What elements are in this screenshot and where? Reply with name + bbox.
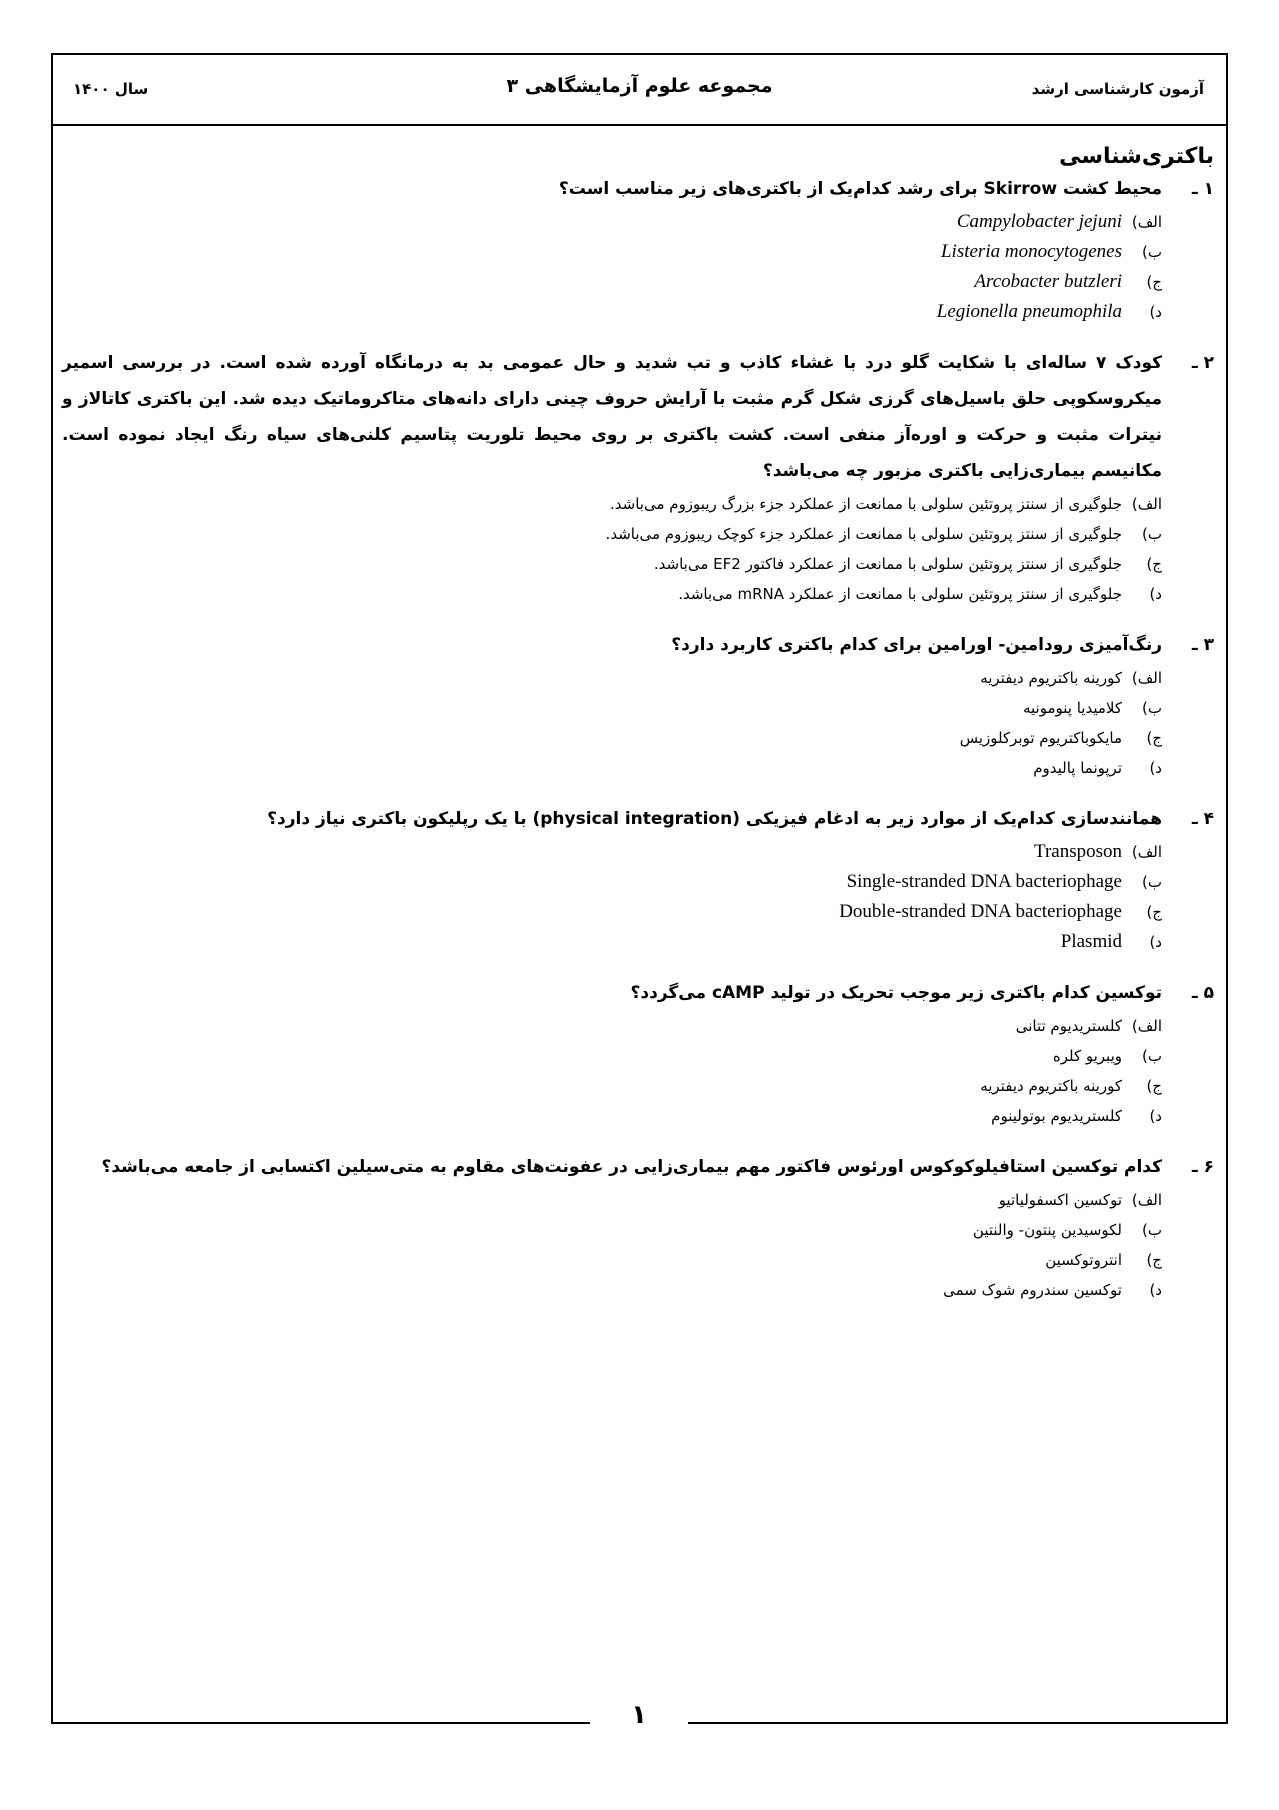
options-list xyxy=(62,837,1214,957)
option-text: جلوگیری از سنتز پروتئین سلولی با ممانعت از عملکرد جزء بزرگ ریبوزوم می‌باشد. xyxy=(610,495,1122,513)
option-a[interactable] xyxy=(62,837,1162,867)
page-content xyxy=(62,138,1214,1323)
question-4 xyxy=(62,801,1214,957)
page-number: ۱ xyxy=(631,1700,647,1730)
option-label: الف) xyxy=(1131,495,1162,513)
option-text: توکسین اکسفولیاتیو xyxy=(998,1191,1122,1209)
option-text: کورینه باکتریوم دیفتریه xyxy=(980,1077,1122,1095)
footer-line-left xyxy=(51,1722,590,1724)
option-label: ب) xyxy=(1142,525,1162,543)
option-b[interactable] xyxy=(62,1215,1162,1245)
option-label: د) xyxy=(1149,759,1162,777)
option-label: ج) xyxy=(1146,273,1162,291)
option-label: ب) xyxy=(1142,243,1162,261)
question-number: ۶ ـ xyxy=(1191,1157,1214,1177)
option-text: جلوگیری از سنتز پروتئین سلولی با ممانعت از عملکرد جزء کوچک ریبوزوم می‌باشد. xyxy=(605,525,1122,543)
option-text: Double-stranded DNA bacteriophage xyxy=(839,901,1122,922)
question-number: ۵ ـ xyxy=(1191,983,1214,1003)
option-c[interactable] xyxy=(62,1245,1162,1275)
option-b[interactable] xyxy=(62,1041,1162,1071)
option-text: لکوسیدین پنتون- والنتین xyxy=(972,1221,1122,1239)
option-a[interactable] xyxy=(62,489,1162,519)
exam-name: آزمون کارشناسی ارشد xyxy=(1031,80,1204,98)
option-a[interactable] xyxy=(62,1011,1162,1041)
option-label: ج) xyxy=(1146,729,1162,747)
options-list xyxy=(62,207,1214,327)
option-label: د) xyxy=(1149,1107,1162,1125)
question-number: ۲ ـ xyxy=(1191,353,1214,373)
section-title: باکتری‌شناسی xyxy=(1059,144,1214,169)
option-text: Single-stranded DNA bacteriophage xyxy=(846,871,1122,892)
question-text: محیط کشت Skirrow برای رشد کدام‌یک از باکتری‌های زیر مناسب است؟ xyxy=(558,179,1162,199)
option-text: جلوگیری از سنتز پروتئین سلولی با ممانعت از عملکرد mRNA می‌باشد. xyxy=(678,585,1122,603)
question-number: ۴ ـ xyxy=(1191,809,1214,829)
option-text: Legionella pneumophila xyxy=(936,301,1122,322)
option-d[interactable] xyxy=(62,1101,1162,1131)
option-label: د) xyxy=(1149,1281,1162,1299)
option-label: ج) xyxy=(1146,555,1162,573)
option-text: توکسین سندروم شوک سمی xyxy=(943,1281,1122,1299)
footer-line-right xyxy=(688,1722,1228,1724)
question-5 xyxy=(62,975,1214,1131)
question-text: رنگ‌آمیزی رودامین- اورامین برای کدام باکتری کاربرد دارد؟ xyxy=(671,635,1162,655)
question-text: کدام توکسین استافیلوکوکوس اورئوس فاکتور مهم بیماری‌زایی در عفونت‌های مقاوم به متی‌سیلین اکتسابی از جامعه می‌باشد؟ xyxy=(101,1157,1162,1177)
question-text: کودک ۷ ساله‌ای با شکایت گلو درد با غشاء کاذب و تب شدید و حال عمومی بد به درمانگاه آورده شده است. در بررسی اسمیر میکروسکوپی حلق باسیل‌های گرزی شکل گرم مثبت با آرایش حروف چینی دارای دانه‌های متاکروماتیک دیده شد. این باکتری کاتالاز و نیترات مثبت و حرکت و اوره‌آز منفی است. کشت باکتری بر روی محیط تلوریت پتاسیم کلنی‌های سیاه رنگ ایجاد نموده است. مکانیسم بیماری‌زایی باکتری مزبور چه می‌باشد؟ xyxy=(62,353,1163,481)
options-list xyxy=(62,1185,1214,1305)
question-number: ۱ ـ xyxy=(1191,179,1214,199)
option-b[interactable] xyxy=(62,519,1162,549)
option-a[interactable] xyxy=(62,1185,1162,1215)
option-c[interactable] xyxy=(62,549,1162,579)
option-text: Transposon xyxy=(1034,841,1122,862)
option-c[interactable] xyxy=(62,267,1162,297)
option-d[interactable] xyxy=(62,927,1162,957)
option-d[interactable] xyxy=(62,753,1162,783)
question-1 xyxy=(62,171,1214,327)
page-header xyxy=(53,55,1226,125)
option-text: Plasmid xyxy=(1060,931,1122,952)
option-label: ب) xyxy=(1142,1047,1162,1065)
option-label: الف) xyxy=(1131,213,1162,231)
option-text: کلستریدیوم بوتولینوم xyxy=(991,1107,1122,1125)
question-3 xyxy=(62,627,1214,783)
question-2 xyxy=(62,345,1214,609)
collection-title: مجموعه علوم آزمایشگاهی ۳ xyxy=(506,75,773,97)
option-text: کلستریدیوم تتانی xyxy=(1015,1017,1122,1035)
option-label: د) xyxy=(1149,585,1162,603)
option-label: ج) xyxy=(1146,1077,1162,1095)
option-label: د) xyxy=(1149,933,1162,951)
option-label: ب) xyxy=(1142,873,1162,891)
option-label: ب) xyxy=(1142,699,1162,717)
option-a[interactable] xyxy=(62,663,1162,693)
option-text: Arcobacter butzleri xyxy=(974,271,1122,292)
option-d[interactable] xyxy=(62,579,1162,609)
options-list xyxy=(62,1011,1214,1131)
options-list xyxy=(62,663,1214,783)
option-text: ویبریو کلره xyxy=(1052,1047,1122,1065)
header-divider xyxy=(53,124,1226,126)
option-label: الف) xyxy=(1131,843,1162,861)
option-b[interactable] xyxy=(62,237,1162,267)
question-text: توکسین کدام باکتری زیر موجب تحریک در تولید cAMP می‌گردد؟ xyxy=(630,983,1162,1003)
option-label: ج) xyxy=(1146,903,1162,921)
option-b[interactable] xyxy=(62,867,1162,897)
question-6 xyxy=(62,1149,1214,1305)
option-label: الف) xyxy=(1131,669,1162,687)
question-number: ۳ ـ xyxy=(1191,635,1214,655)
option-text: مایکوباکتریوم توبرکلوزیس xyxy=(959,729,1122,747)
option-text: کلامیدیا پنومونیه xyxy=(1022,699,1122,717)
option-label: ج) xyxy=(1146,1251,1162,1269)
option-text: کورینه باکتریوم دیفتریه xyxy=(980,669,1122,687)
option-c[interactable] xyxy=(62,723,1162,753)
option-d[interactable] xyxy=(62,297,1162,327)
option-b[interactable] xyxy=(62,693,1162,723)
option-c[interactable] xyxy=(62,1071,1162,1101)
question-text: همانندسازی کدام‌یک از موارد زیر به ادغام فیزیکی (physical integration) با یک رپلیکون باکتری نیاز دارد؟ xyxy=(267,809,1162,829)
option-text: Listeria monocytogenes xyxy=(940,241,1122,262)
option-label: الف) xyxy=(1131,1191,1162,1209)
option-label: د) xyxy=(1149,303,1162,321)
option-a[interactable] xyxy=(62,207,1162,237)
option-text: جلوگیری از سنتز پروتئین سلولی با ممانعت از عملکرد فاکتور EF2 می‌باشد. xyxy=(653,555,1122,573)
option-text: انتروتوکسین xyxy=(1045,1251,1122,1269)
option-label: ب) xyxy=(1142,1221,1162,1239)
option-c[interactable] xyxy=(62,897,1162,927)
option-d[interactable] xyxy=(62,1275,1162,1305)
option-text: Campylobacter jejuni xyxy=(956,211,1122,232)
option-label: الف) xyxy=(1131,1017,1162,1035)
option-text: ترپونما پالیدوم xyxy=(1033,759,1122,777)
exam-year: سال ۱۴۰۰ xyxy=(73,80,149,98)
options-list xyxy=(62,489,1214,609)
